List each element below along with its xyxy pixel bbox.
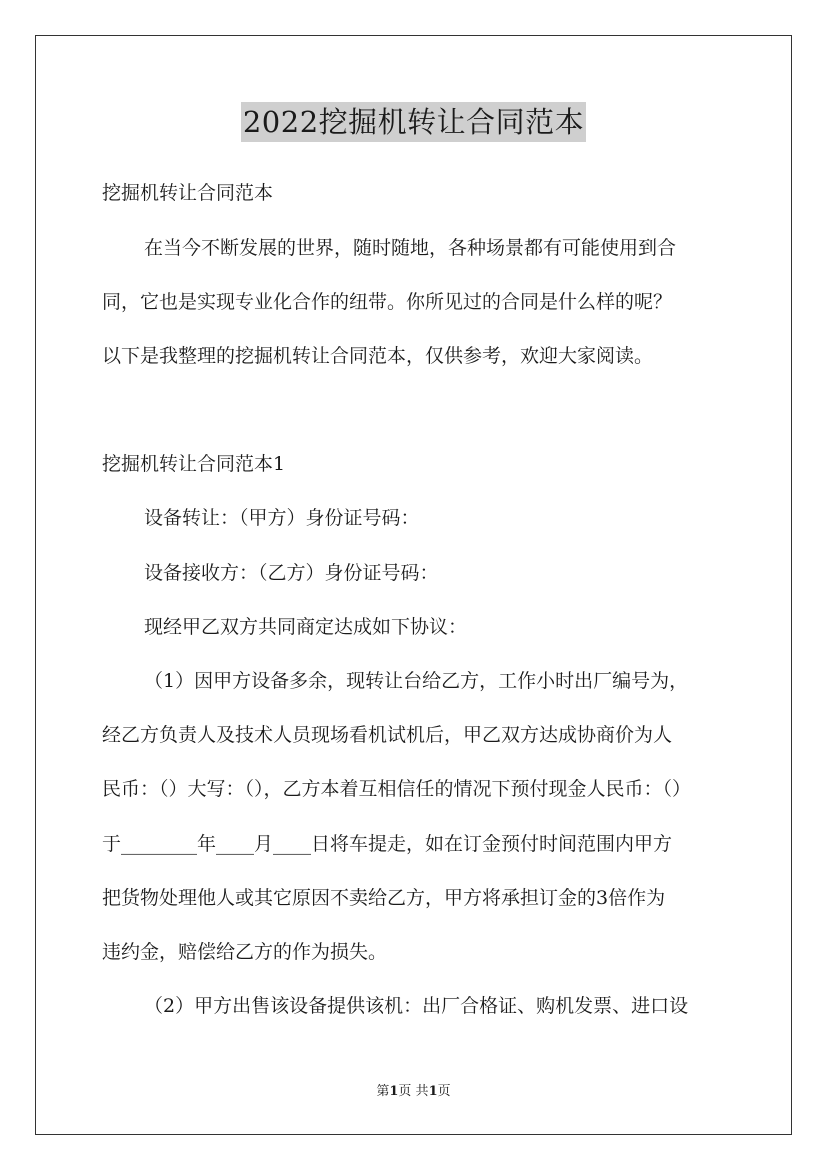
paragraph-line: 违约金，赔偿给乙方的作为损失。 bbox=[102, 941, 388, 963]
paragraph-line: 设备接收方：（乙方）身份证号码： bbox=[144, 562, 439, 584]
paragraph-line: 民币：（）大写：（），乙方本着互相信任的情况下预付现金人民币：（） bbox=[102, 778, 692, 800]
paragraph-line: 经乙方负责人及技术人员现场看机试机后，甲乙双方达成协商价为人 bbox=[102, 724, 673, 746]
section-heading: 挖掘机转让合同范本 bbox=[102, 182, 274, 204]
paragraph-line: 同，它也是实现专业化合作的纽带。你所见过的合同是什么样的呢？ bbox=[102, 291, 673, 313]
title-container bbox=[0, 102, 827, 142]
footer-page-mid: 页 共 bbox=[398, 1084, 429, 1099]
footer-page-total: 1 bbox=[428, 1084, 438, 1099]
paragraph-line: 现经甲乙双方共同商定达成如下协议： bbox=[144, 616, 468, 638]
section-heading: 挖掘机转让合同范本1 bbox=[102, 453, 286, 475]
paragraph-line: 设备转让：（甲方）身份证号码： bbox=[144, 507, 420, 529]
footer-page-prefix: 第 bbox=[376, 1084, 390, 1099]
footer-page-suffix: 页 bbox=[437, 1084, 451, 1099]
footer-page-number: 1 bbox=[389, 1084, 399, 1099]
paragraph-line: （1）因甲方设备多余，现转让台给乙方，工作小时出厂编号为， bbox=[144, 670, 689, 692]
document-title: 2022挖掘机转让合同范本 bbox=[241, 102, 586, 142]
paragraph-line: 于________年____月____日将车提走，如在订金预付时间范围内甲方 bbox=[102, 833, 673, 855]
paragraph-line: 把货物处理他人或其它原因不卖给乙方，甲方将承担订金的3倍作为 bbox=[102, 887, 666, 909]
page-footer bbox=[0, 1084, 827, 1100]
paragraph-line: 在当今不断发展的世界，随时随地，各种场景都有可能使用到合 bbox=[144, 237, 677, 259]
paragraph-line: （2）甲方出售该设备提供该机：出厂合格证、购机发票、进口设 bbox=[144, 995, 689, 1017]
paragraph-line: 以下是我整理的挖掘机转让合同范本，仅供参考，欢迎大家阅读。 bbox=[102, 345, 654, 367]
